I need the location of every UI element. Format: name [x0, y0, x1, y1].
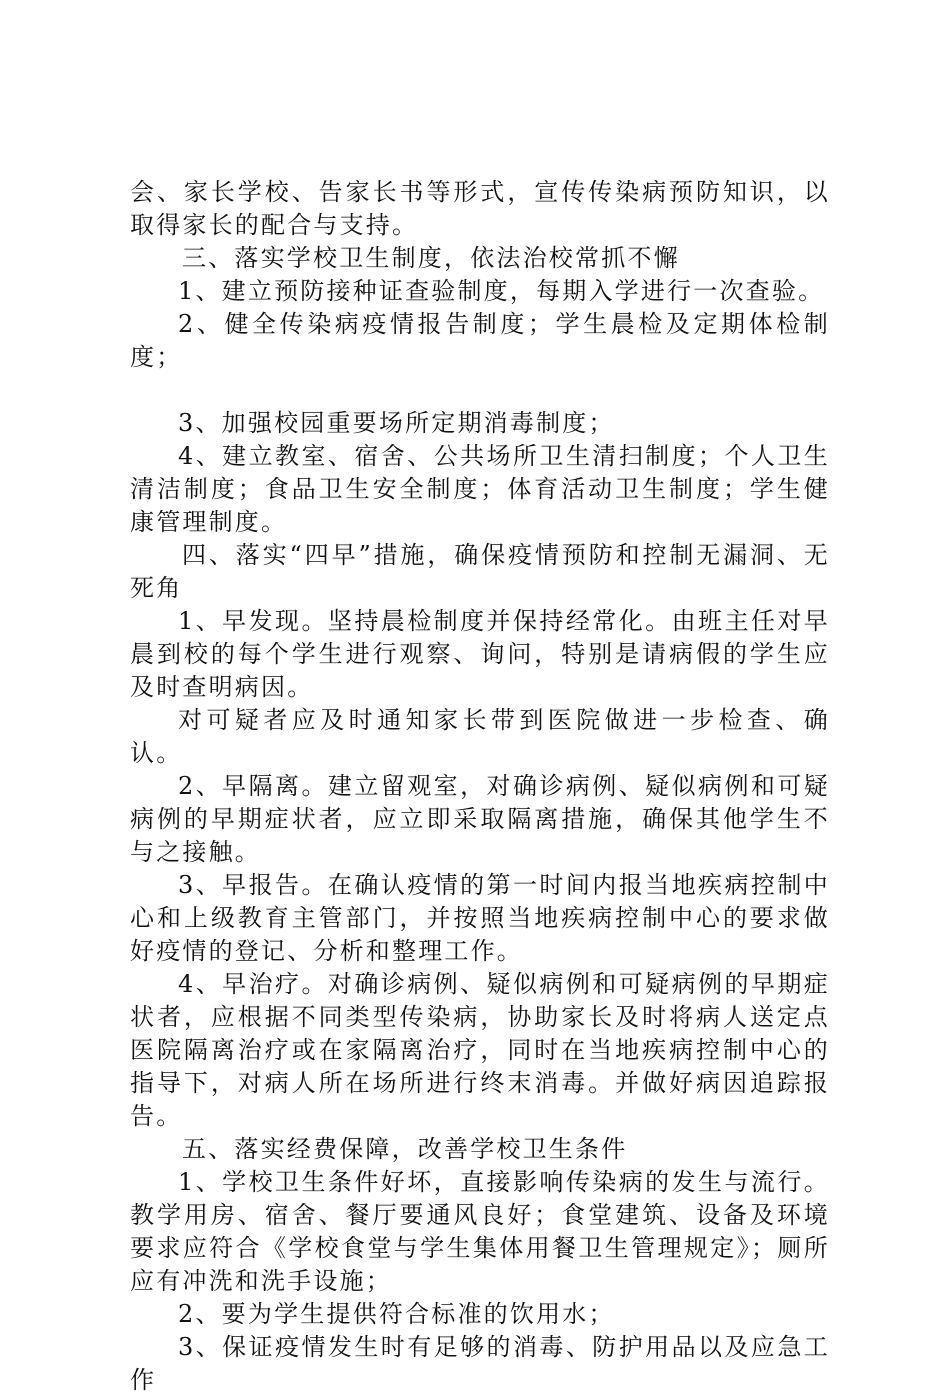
list-item-3-3: 3、加强校园重要场所定期消毒制度；	[178, 409, 615, 437]
section-heading-5: 五、落实经费保障，改善学校卫生条件	[182, 1135, 628, 1163]
list-item-3-4: 4、建立教室、宿舍、公共场所卫生清扫制度；个人卫生清洁制度；食品卫生安全制度；体育活动卫生制度；学生健康管理制度。	[130, 442, 830, 536]
list-item-3-1: 1、建立预防接种证查验制度，每期入学进行一次查验。	[178, 277, 825, 305]
list-item-5-1: 1、学校卫生条件好坏，直接影响传染病的发生与流行。教学用房、宿舍、餐厅要通风良好；食堂建筑、设备及环境要求应符合《学校食堂与学生集体用餐卫生管理规定》；厕所应有冲洗和洗手设施；	[130, 1168, 830, 1295]
list-item-4-1: 1、早发现。坚持晨检制度并保持经常化。由班主任对早晨到校的每个学生进行观察、询问，特别是请病假的学生应及时查明病因。	[130, 607, 830, 701]
section-heading-4: 四、落实“四早”措施，确保疫情预防和控制无漏洞、无死角	[130, 541, 830, 602]
paragraph-4-1-note: 对可疑者应及时通知家长带到医院做进一步检查、确认。	[130, 706, 830, 767]
document-body	[130, 176, 830, 1397]
paragraph-continuation: 会、家长学校、告家长书等形式，宣传传染病预防知识，以取得家长的配合与支持。	[130, 178, 830, 239]
list-item-5-3: 3、保证疫情发生时有足够的消毒、防护用品以及应急工作	[130, 1333, 830, 1394]
section-heading-3: 三、落实学校卫生制度，依法治校常抓不懈	[182, 244, 680, 272]
list-item-4-3: 3、早报告。在确认疫情的第一时间内报当地疾病控制中心和上级教育主管部门，并按照当地疾病控制中心的要求做好疫情的登记、分析和整理工作。	[130, 871, 830, 965]
list-item-4-4: 4、早治疗。对确诊病例、疑似病例和可疑病例的早期症状者，应根据不同类型传染病，协助家长及时将病人送定点医院隔离治疗或在家隔离治疗，同时在当地疾病控制中心的指导下，对病人所在场所进行终末消毒。并做好病因追踪报告。	[130, 970, 830, 1130]
list-item-5-2: 2、要为学生提供符合标准的饮用水；	[178, 1300, 615, 1328]
list-item-4-2: 2、早隔离。建立留观室，对确诊病例、疑似病例和可疑病例的早期症状者，应立即采取隔离措施，确保其他学生不与之接触。	[130, 772, 830, 866]
list-item-3-2: 2、健全传染病疫情报告制度；学生晨检及定期体检制度；	[130, 310, 830, 371]
